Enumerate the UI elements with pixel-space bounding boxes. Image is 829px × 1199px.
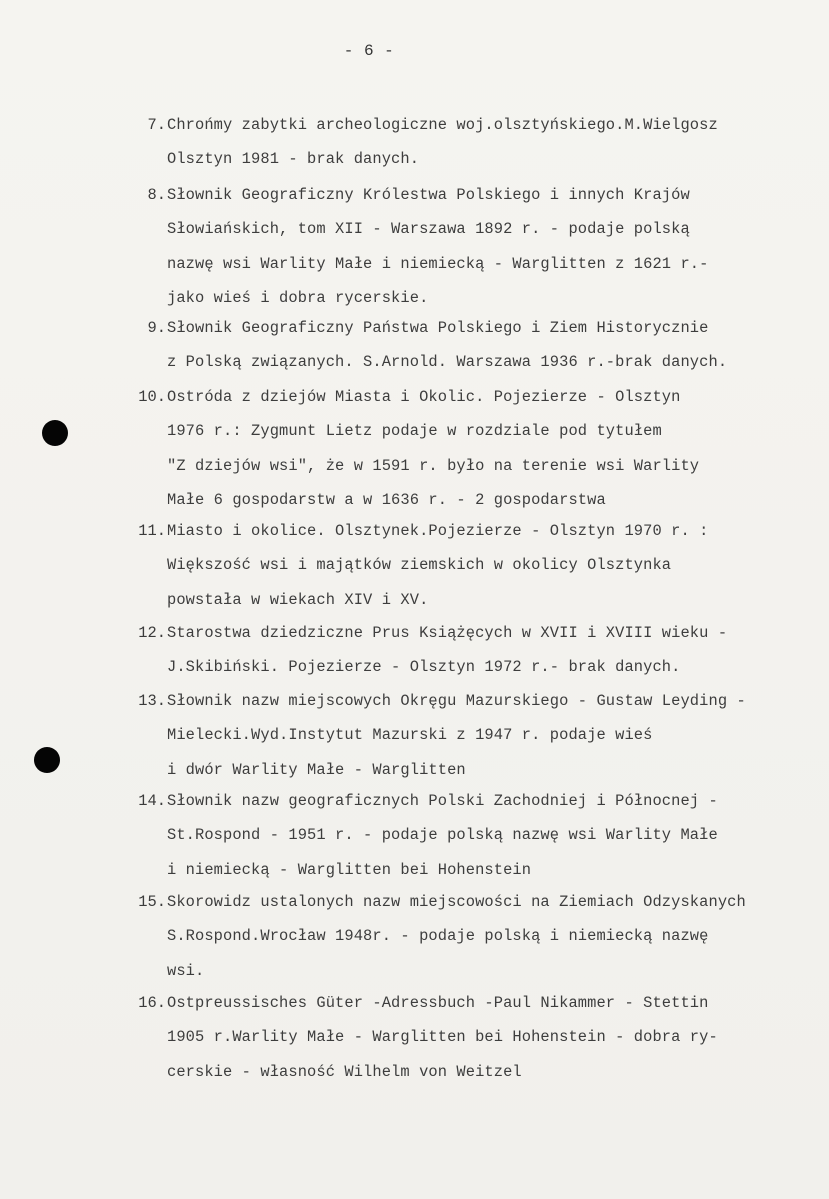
entry-number: 12. xyxy=(138,624,166,642)
entry-line: Słownik nazw miejscowych Okręgu Mazurskiego - Gustaw Leyding - xyxy=(167,692,746,710)
page-number: - 6 - xyxy=(343,42,395,60)
entry-number: 11. xyxy=(138,522,166,540)
entry-text xyxy=(167,108,827,177)
entry-line: Większość wsi i majątków ziemskich w okolicy Olsztynka xyxy=(167,556,672,575)
entry-number: 10. xyxy=(138,388,166,406)
entry-line: Skorowidz ustalonych nazw miejscowości na Ziemiach Odzyskanych xyxy=(167,893,746,911)
entry-line: Ostróda z dziejów Miasta i Okolic. Pojezierze - Olsztyn xyxy=(167,388,681,406)
punch-hole-bottom xyxy=(34,747,60,773)
entry-text xyxy=(167,311,827,380)
entry-line: Miasto i okolice. Olsztynek.Pojezierze - Olsztyn 1970 r. : xyxy=(167,522,709,540)
entry-text xyxy=(167,178,827,316)
entry-line: wsi. xyxy=(167,961,205,980)
entry-number: 13. xyxy=(138,692,166,710)
entry-line: jako wieś i dobra rycerskie. xyxy=(167,289,429,308)
entry-line: "Z dziejów wsi", że w 1591 r. było na terenie wsi Warlity xyxy=(167,456,700,475)
entry-number: 9. xyxy=(147,319,166,337)
entry-line: Słownik Geograficzny Państwa Polskiego i Ziem Historycznie xyxy=(167,319,709,337)
entry-number: 15. xyxy=(138,893,166,911)
entry-line: i dwór Warlity Małe - Warglitten xyxy=(167,760,466,779)
entry-line: Ostpreussisches Güter -Adressbuch -Paul Nikammer - Stettin xyxy=(167,994,709,1012)
entry-line: 1976 r.: Zygmunt Lietz podaje w rozdziale pod tytułem xyxy=(167,422,662,441)
entry-number: 14. xyxy=(138,792,166,810)
entry-text xyxy=(167,616,827,685)
entry-line: S.Rospond.Wrocław 1948r. - podaje polską i niemiecką nazwę xyxy=(167,927,709,946)
entry-number: 16. xyxy=(138,994,166,1012)
entry-line: nazwę wsi Warlity Małe i niemiecką - Warglitten z 1621 r.- xyxy=(167,254,709,273)
entry-line: Małe 6 gospodarstw a w 1636 r. - 2 gospodarstwa xyxy=(167,491,606,510)
entry-line: Starostwa dziedziczne Prus Książęcych w XVII i XVIII wieku - xyxy=(167,624,728,642)
entry-line: i niemiecką - Warglitten bei Hohenstein xyxy=(167,860,532,879)
entry-line: cerskie - własność Wilhelm von Weitzel xyxy=(167,1062,522,1081)
entry-line: St.Rospond - 1951 r. - podaje polską nazwę wsi Warlity Małe xyxy=(167,826,718,845)
entry-line: powstała w wiekach XIV i XV. xyxy=(167,590,429,609)
entry-text xyxy=(167,986,827,1089)
punch-hole-top xyxy=(42,420,68,446)
entry-line: Olsztyn 1981 - brak danych. xyxy=(167,150,420,169)
entry-line: Słownik nazw geograficznych Polski Zachodniej i Północnej - xyxy=(167,792,718,810)
entry-line: Chrońmy zabytki archeologiczne woj.olsztyńskiego.M.Wielgosz xyxy=(167,116,718,134)
entry-line: z Polską związanych. S.Arnold. Warszawa 1936 r.-brak danych. xyxy=(167,353,728,372)
entry-number: 8. xyxy=(147,186,166,204)
entry-line: Słownik Geograficzny Królestwa Polskiego i innych Krajów xyxy=(167,186,690,204)
entry-line: 1905 r.Warlity Małe - Warglitten bei Hohenstein - dobra ry- xyxy=(167,1028,718,1047)
entry-line: J.Skibiński. Pojezierze - Olsztyn 1972 r.- brak danych. xyxy=(167,658,681,677)
entry-text xyxy=(167,684,827,787)
entry-text xyxy=(167,380,827,518)
entry-text xyxy=(167,784,827,887)
entry-number: 7. xyxy=(147,116,166,134)
entry-text xyxy=(167,514,827,617)
entry-text xyxy=(167,885,827,988)
entry-line: Słowiańskich, tom XII - Warszawa 1892 r. - podaje polską xyxy=(167,220,690,239)
entry-line: Mielecki.Wyd.Instytut Mazurski z 1947 r. podaje wieś xyxy=(167,726,653,745)
